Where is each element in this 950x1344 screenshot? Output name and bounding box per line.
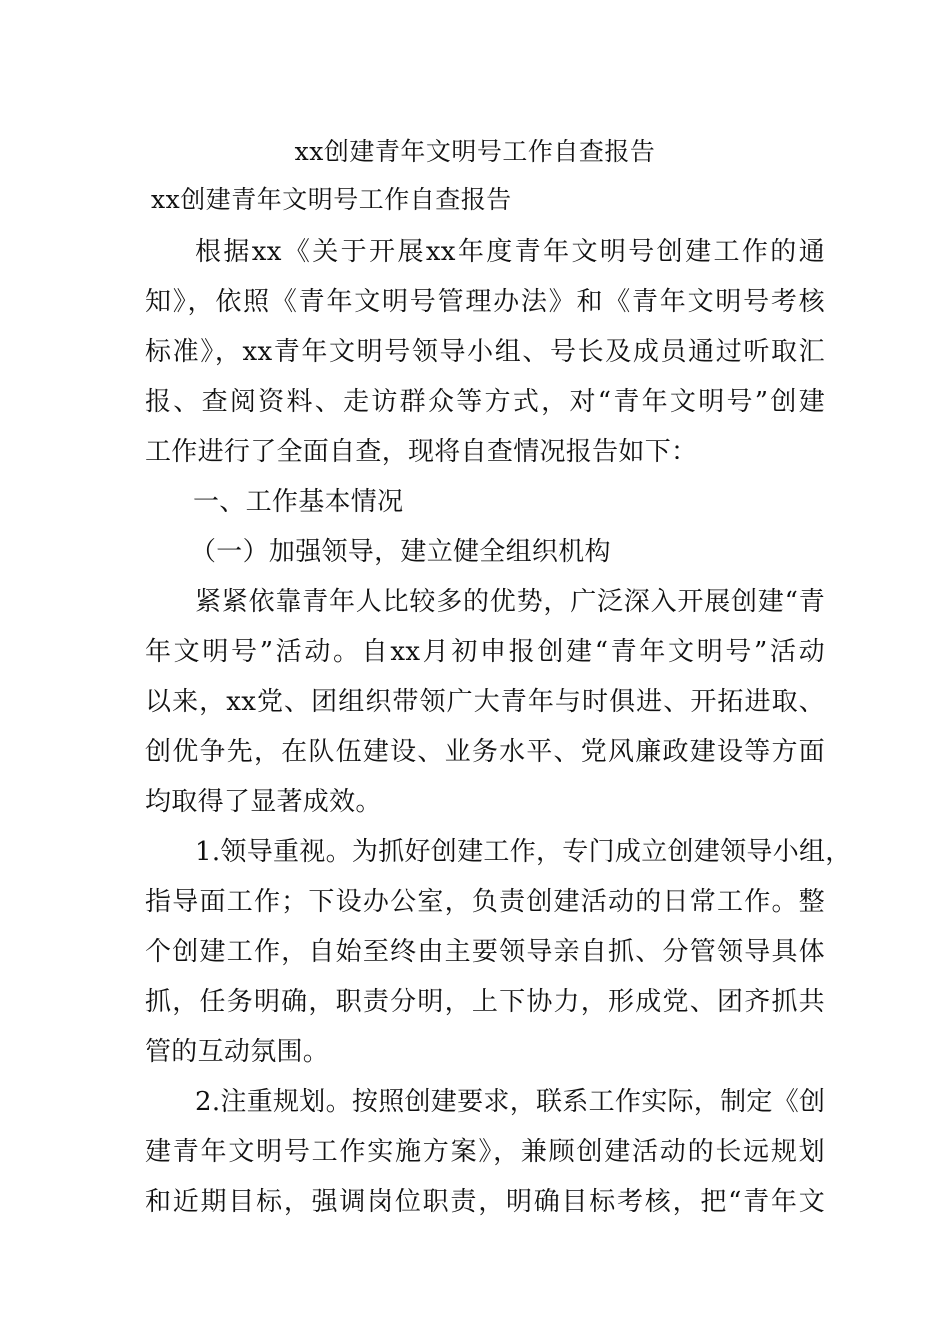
paragraph-line: 创优争先，在队伍建设、业务水平、党风廉政建设等方面 (145, 737, 825, 767)
paragraph-line: 以来，xx党、团组织带领广大青年与时俱进、开拓进取、 (145, 687, 825, 717)
item-line: 管的互动氛围。 (145, 1037, 330, 1067)
subsection-heading: （一）加强领导，建立健全组织机构 (190, 537, 611, 567)
intro-line: 标准》，xx青年文明号领导小组、号长及成员通过听取汇 (145, 337, 825, 367)
paragraph-line: 紧紧依靠青年人比较多的优势，广泛深入开展创建“青 (195, 587, 825, 617)
item-line: 1.领导重视。为抓好创建工作，专门成立创建领导小组， (195, 837, 852, 867)
intro-line: 知》，依照《青年文明号管理办法》和《青年文明号考核 (145, 287, 825, 317)
paragraph-line: 年文明号”活动。自xx月初申报创建“青年文明号”活动 (145, 637, 825, 667)
intro-line: 根据xx《关于开展xx年度青年文明号创建工作的通 (195, 237, 825, 267)
item-line: 2.注重规划。按照创建要求，联系工作实际，制定《创 (195, 1087, 826, 1117)
document-subtitle: xx创建青年文明号工作自查报告 (151, 185, 512, 214)
item-line: 和近期目标，强调岗位职责，明确目标考核，把“青年文 (145, 1187, 825, 1217)
document-title: xx创建青年文明号工作自查报告 (294, 137, 656, 166)
item-line: 建青年文明号工作实施方案》，兼顾创建活动的长远规划 (145, 1137, 825, 1167)
item-line: 个创建工作，自始至终由主要领导亲自抓、分管领导具体 (145, 937, 825, 967)
item-line: 抓，任务明确，职责分明，上下协力，形成党、团齐抓共 (145, 987, 825, 1017)
section-heading: 一、工作基本情况 (193, 487, 404, 517)
item-line: 指导面工作；下设办公室，负责创建活动的日常工作。整 (145, 887, 825, 917)
intro-line: 报、查阅资料、走访群众等方式，对“青年文明号”创建 (145, 387, 825, 417)
paragraph-line: 均取得了显著成效。 (145, 787, 382, 817)
intro-line: 工作进行了全面自查，现将自查情况报告如下： (145, 437, 698, 467)
